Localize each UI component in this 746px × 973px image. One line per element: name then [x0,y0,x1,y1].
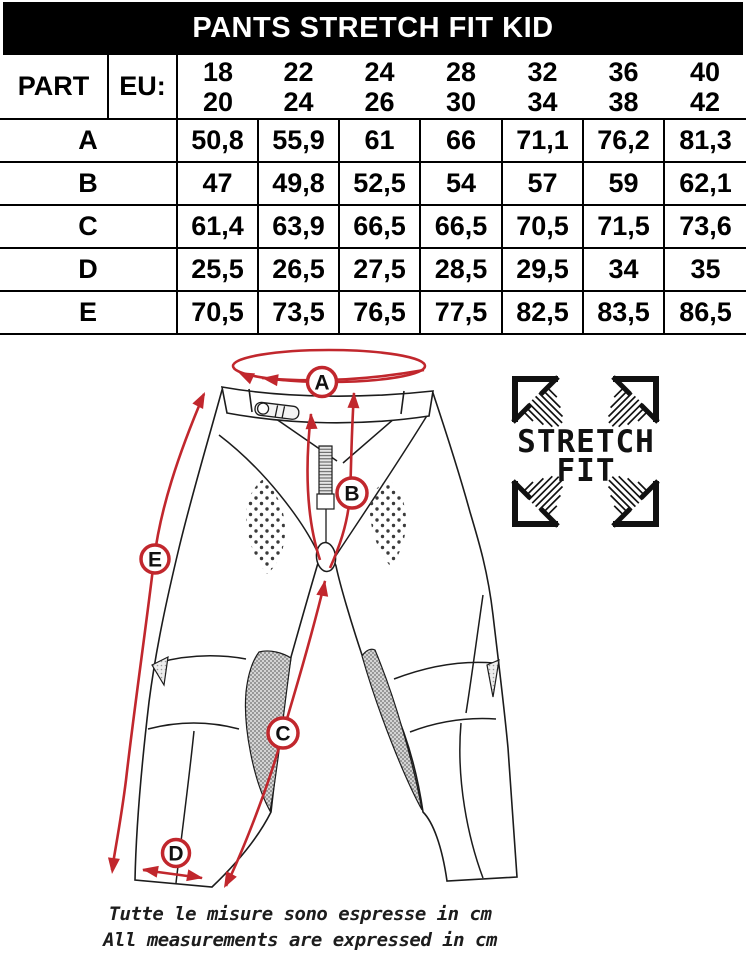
table-row [0,119,746,162]
measurement-cell: 66,5 [339,205,420,248]
size-table [0,55,746,335]
measure-c-label: C [275,722,291,746]
measurement-cell: 86,5 [664,291,746,334]
logo-line2: FIT [556,453,616,489]
measurement-cell: 52,5 [339,162,420,205]
size-header [339,55,420,119]
size-bottom: 24 [283,86,314,117]
size-header [664,55,746,119]
size-bottom: 38 [608,86,639,117]
size-header [502,55,583,119]
stretch-arrow-bottom-left-icon [513,476,563,526]
stretch-arrow-top-left-icon [513,377,563,427]
stretch-arrow-bottom-right-icon [609,476,659,526]
part-letter: C [78,211,98,241]
measure-e-label: E [147,548,163,572]
title-bar [3,2,743,55]
measurement-cell: 27,5 [339,248,420,291]
table-header-row [0,55,746,119]
size-top: 22 [283,56,314,87]
size-top: 32 [527,56,558,87]
part-header: PART [0,55,108,119]
measurement-cell: 35 [664,248,746,291]
measurement-cell: 70,5 [177,291,258,334]
measurement-cell: 57 [502,162,583,205]
caption-line-english: All measurements are expressed in cm [103,929,497,951]
measurement-cell: 61,4 [177,205,258,248]
size-header [258,55,339,119]
measurement-cell: 76,2 [583,119,664,162]
size-header [177,55,258,119]
caption-line-italian: Tutte le misure sono espresse in cm [108,903,492,925]
part-letter: E [78,297,97,327]
measurement-cell: 71,1 [502,119,583,162]
eu-header: EU: [108,55,177,119]
page-title: PANTS STRETCH FIT KID [192,12,554,44]
measure-a-line [262,370,424,380]
caption [0,901,600,953]
table-row [0,205,746,248]
part-letter: A [78,125,98,155]
measurement-cell: 81,3 [664,119,746,162]
measurement-cell: 66,5 [420,205,502,248]
measurement-cell: 29,5 [502,248,583,291]
measurement-cell: 49,8 [258,162,339,205]
logo-line1: STRETCH [517,424,655,460]
table-row [0,248,746,291]
measurement-cell: 66 [420,119,502,162]
measurement-cell: 70,5 [502,205,583,248]
size-top: 40 [689,56,721,87]
measurement-cell: 47 [177,162,258,205]
stretch-arrow-top-right-icon [609,377,659,427]
pants-diagram [0,336,746,973]
measure-b-label: B [344,482,360,506]
measurement-cell: 28,5 [420,248,502,291]
size-header [420,55,502,119]
size-bottom: 26 [364,86,395,117]
measurement-cell: 26,5 [258,248,339,291]
size-bottom: 20 [202,86,234,117]
size-bottom: 34 [527,86,558,117]
measurement-cell: 62,1 [664,162,746,205]
measurement-cell: 25,5 [177,248,258,291]
part-letter: B [78,168,98,198]
measurement-cell: 54 [420,162,502,205]
stretch-fit-logo [513,377,658,526]
size-bottom: 42 [689,86,721,117]
measurement-cell: 55,9 [258,119,339,162]
measurement-cell: 50,8 [177,119,258,162]
measurement-cell: 71,5 [583,205,664,248]
measurement-cell: 77,5 [420,291,502,334]
measurement-cell: 73,5 [258,291,339,334]
measurement-cell: 63,9 [258,205,339,248]
table-row [0,291,746,334]
measurement-cell: 83,5 [583,291,664,334]
table-row [0,162,746,205]
size-top: 18 [202,56,234,87]
diagram-area [0,336,746,973]
size-top: 36 [608,56,639,87]
measurement-cell: 59 [583,162,664,205]
measurement-cell: 73,6 [664,205,746,248]
size-header [583,55,664,119]
measurement-cell: 82,5 [502,291,583,334]
size-bottom: 30 [445,86,477,117]
measure-a-label: A [314,371,330,395]
measurement-cell: 76,5 [339,291,420,334]
measure-d-label: D [168,842,184,866]
size-top: 28 [445,56,477,87]
size-top: 24 [364,56,395,87]
part-letter: D [78,254,98,284]
measurement-cell: 61 [339,119,420,162]
measurement-cell: 34 [583,248,664,291]
